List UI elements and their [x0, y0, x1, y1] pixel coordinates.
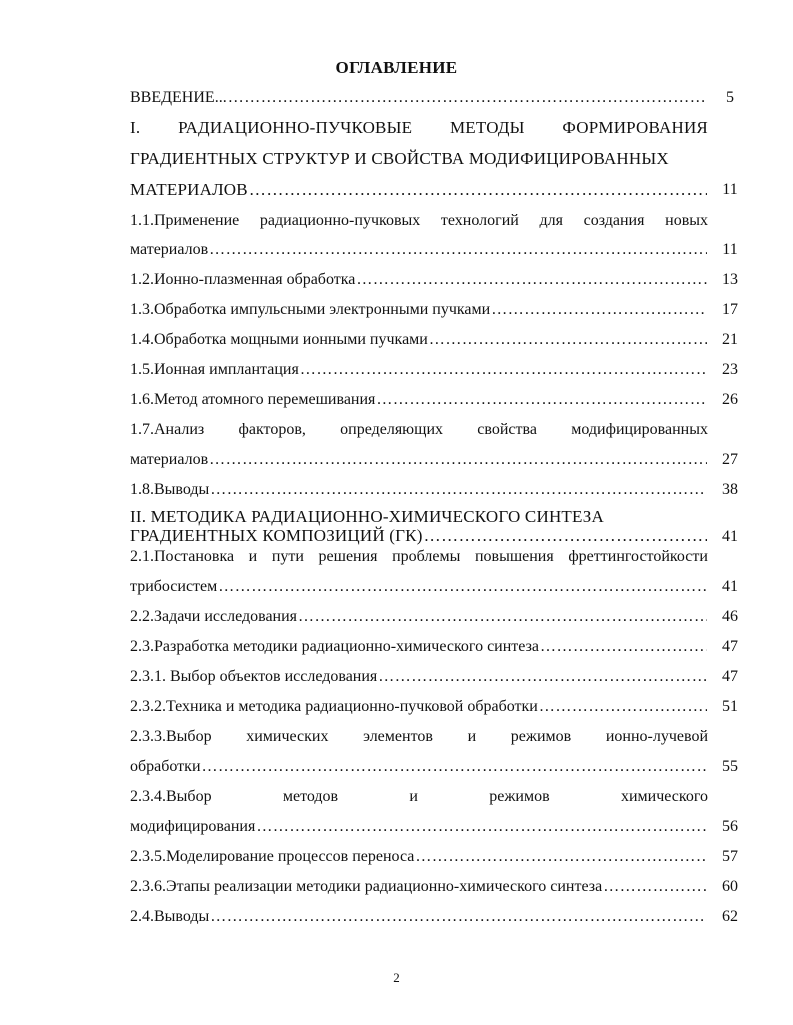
- toc-entry-2-3-4-line-1: [130, 787, 708, 807]
- toc-word: создания: [583, 212, 645, 229]
- toc-word: модифицированных: [571, 421, 708, 438]
- toc-word: режимов: [489, 788, 550, 805]
- toc-word: технологий: [440, 212, 519, 229]
- toc-entry-1-5: [130, 360, 708, 380]
- dot-leader: [603, 877, 707, 897]
- toc-entry-text: 1.5.Ионная имплантация: [130, 361, 299, 378]
- toc-word: РАДИАЦИОННО-ПУЧКОВЫЕ: [178, 118, 413, 137]
- toc-page-number: 11: [722, 241, 738, 258]
- toc-entry-text: 1.8.Выводы: [130, 481, 210, 498]
- toc-entry-1-6: [130, 390, 708, 410]
- toc-entry-1-2: [130, 270, 708, 290]
- toc-word: определяющих: [340, 421, 444, 438]
- toc-entry-2-2: [130, 607, 708, 627]
- toc-chapter-1-line-2: [130, 149, 708, 169]
- toc-page-number: 57: [722, 848, 738, 865]
- toc-entry-2-1-line-2: [130, 577, 708, 597]
- toc-word: химического: [620, 788, 708, 805]
- toc-entry-2-3-6: [130, 877, 708, 897]
- toc-entry-1-8: [130, 480, 708, 500]
- toc-chapter-1-line-1: [130, 118, 708, 138]
- toc-entry-text: ГРАДИЕНТНЫХ СТРУКТУР И СВОЙСТВА МОДИФИЦИРОВАННЫХ: [130, 149, 669, 168]
- dot-leader: [202, 757, 708, 777]
- toc-entry-1-1-line-2: [130, 240, 708, 260]
- dot-leader: [429, 330, 707, 350]
- dot-leader: [210, 907, 707, 927]
- toc-page-number: 41: [722, 578, 738, 595]
- toc-word: новых: [665, 212, 708, 229]
- toc-word: 1.1.Применение: [130, 212, 240, 229]
- toc-word: повышения: [474, 548, 554, 565]
- dot-leader: [228, 88, 707, 108]
- toc-entry-text: 1.6.Метод атомного перемешивания: [130, 391, 376, 408]
- toc-entry-text: 2.3.Разработка методики радиационно-химического синтеза: [130, 638, 540, 655]
- dot-leader: [209, 240, 707, 260]
- toc-word: 1.7.Анализ: [130, 421, 205, 438]
- toc-page-number: 55: [722, 758, 738, 775]
- dot-leader: [378, 667, 707, 687]
- toc-chapter-1-line-3: [130, 180, 708, 200]
- toc-word: и: [467, 728, 477, 745]
- toc-title: ОГЛАВЛЕНИЕ: [335, 58, 458, 77]
- dot-leader: [540, 637, 707, 657]
- toc-page-number: 62: [722, 908, 738, 925]
- toc-word: радиационно-пучковых: [259, 212, 421, 229]
- toc-entry-text: обработки: [130, 758, 201, 775]
- toc-word: свойства: [477, 421, 537, 438]
- dot-leader: [256, 817, 707, 837]
- toc-page-number: 47: [722, 668, 738, 685]
- toc-entry-text: ВВЕДЕНИЕ...: [130, 89, 227, 106]
- toc-entry-text: материалов: [130, 241, 209, 258]
- dot-leader: [356, 270, 707, 290]
- toc-word: для: [539, 212, 563, 229]
- toc-word: химических: [246, 728, 329, 745]
- toc-entry-text: 2.3.1. Выбор объектов исследования: [130, 668, 378, 685]
- toc-page-number: 17: [722, 301, 738, 318]
- toc-word: 2.3.3.Выбор: [130, 728, 212, 745]
- toc-word: МЕТОДЫ: [449, 118, 525, 137]
- toc-entry-text: 2.3.2.Техника и методика радиационно-пучковой обработки: [130, 698, 538, 715]
- toc-entry-2-3-2: [130, 697, 708, 717]
- toc-entry-1-4: [130, 330, 708, 350]
- dot-leader: [491, 300, 707, 320]
- toc-entry-text: 1.2.Ионно-плазменная обработка: [130, 271, 356, 288]
- toc-entry-text: ГРАДИЕНТНЫХ КОМПОЗИЦИЙ (ГК): [130, 526, 423, 545]
- toc-page-number: 27: [722, 451, 738, 468]
- toc-page-number: 21: [722, 331, 738, 348]
- toc-entry-2-3-5: [130, 847, 708, 867]
- page-number-footer: 2: [393, 970, 400, 985]
- dot-leader: [210, 480, 707, 500]
- toc-entry-text: 1.4.Обработка мощными ионными пучками: [130, 331, 428, 348]
- toc-entry-2-1-line-1: [130, 547, 708, 567]
- dot-leader: [249, 180, 707, 200]
- toc-page-number: 5: [726, 89, 734, 106]
- toc-word: ФОРМИРОВАНИЯ: [562, 118, 708, 137]
- toc-entry-text: 2.3.5.Моделирование процессов переноса: [130, 848, 415, 865]
- toc-word: решения: [318, 548, 378, 565]
- toc-entry-text: трибосистем: [130, 578, 218, 595]
- dot-leader: [300, 360, 707, 380]
- toc-entry-text: 2.4.Выводы: [130, 908, 210, 925]
- toc-word: методов: [282, 788, 339, 805]
- toc-word: и: [248, 548, 258, 565]
- toc-word: проблемы: [392, 548, 461, 565]
- toc-page-number: 23: [722, 361, 738, 378]
- toc-word: элементов: [363, 728, 433, 745]
- toc-entry-text: материалов: [130, 451, 209, 468]
- dot-leader: [298, 607, 707, 627]
- toc-word: пути: [271, 548, 304, 565]
- toc-entry-2-3-3-line-2: [130, 757, 708, 777]
- toc-word: фреттингостойкости: [568, 548, 708, 565]
- toc-entry-2-3-1: [130, 667, 708, 687]
- toc-entry-1-7-line-1: [130, 420, 708, 440]
- toc-entry-2-3-4-line-2: [130, 817, 708, 837]
- toc-page-number: 41: [722, 528, 738, 545]
- toc-entry-2-4: [130, 907, 708, 927]
- toc-entry-text: МАТЕРИАЛОВ: [130, 180, 248, 199]
- dot-leader: [539, 697, 707, 717]
- toc-page-number: 56: [722, 818, 738, 835]
- toc-word: I.: [130, 118, 141, 137]
- toc-word: режимов: [510, 728, 572, 745]
- toc-entry-introduction: [130, 88, 708, 108]
- toc-word: 2.3.4.Выбор: [130, 788, 212, 805]
- toc-entry-1-1-line-1: [130, 211, 708, 231]
- toc-page-number: 13: [722, 271, 738, 288]
- toc-word: факторов,: [238, 421, 306, 438]
- dot-leader: [424, 526, 707, 546]
- toc-page-number: 11: [722, 181, 738, 198]
- dot-leader: [415, 847, 707, 867]
- toc-chapter-2-line-2: [130, 526, 708, 546]
- toc-page-number: 26: [722, 391, 738, 408]
- toc-entry-text: 2.3.6.Этапы реализации методики радиационно-химического синтеза: [130, 878, 603, 895]
- toc-word: ионно-лучевой: [605, 728, 708, 745]
- toc-entry-text: II. МЕТОДИКА РАДИАЦИОННО-ХИМИЧЕСКОГО СИНТЕЗА: [130, 507, 604, 526]
- toc-page-number: 46: [722, 608, 738, 625]
- dot-leader: [376, 390, 707, 410]
- toc-entry-2-3-3-line-1: [130, 727, 708, 747]
- dot-leader: [209, 450, 707, 470]
- toc-entry-1-7-line-2: [130, 450, 708, 470]
- toc-page-number: 51: [722, 698, 738, 715]
- toc-entry-1-3: [130, 300, 708, 320]
- toc-entry-text: 2.2.Задачи исследования: [130, 608, 298, 625]
- toc-chapter-2-line-1: [130, 507, 708, 527]
- toc-entry-text: 1.3.Обработка импульсными электронными пучками: [130, 301, 491, 318]
- toc-page-number: 60: [722, 878, 738, 895]
- dot-leader: [218, 577, 707, 597]
- toc-word: и: [409, 788, 418, 805]
- toc-page-number: 47: [722, 638, 738, 655]
- toc-entry-2-3: [130, 637, 708, 657]
- toc-entry-text: модифицирования: [130, 818, 256, 835]
- toc-word: 2.1.Постановка: [130, 548, 235, 565]
- toc-page-number: 38: [722, 481, 738, 498]
